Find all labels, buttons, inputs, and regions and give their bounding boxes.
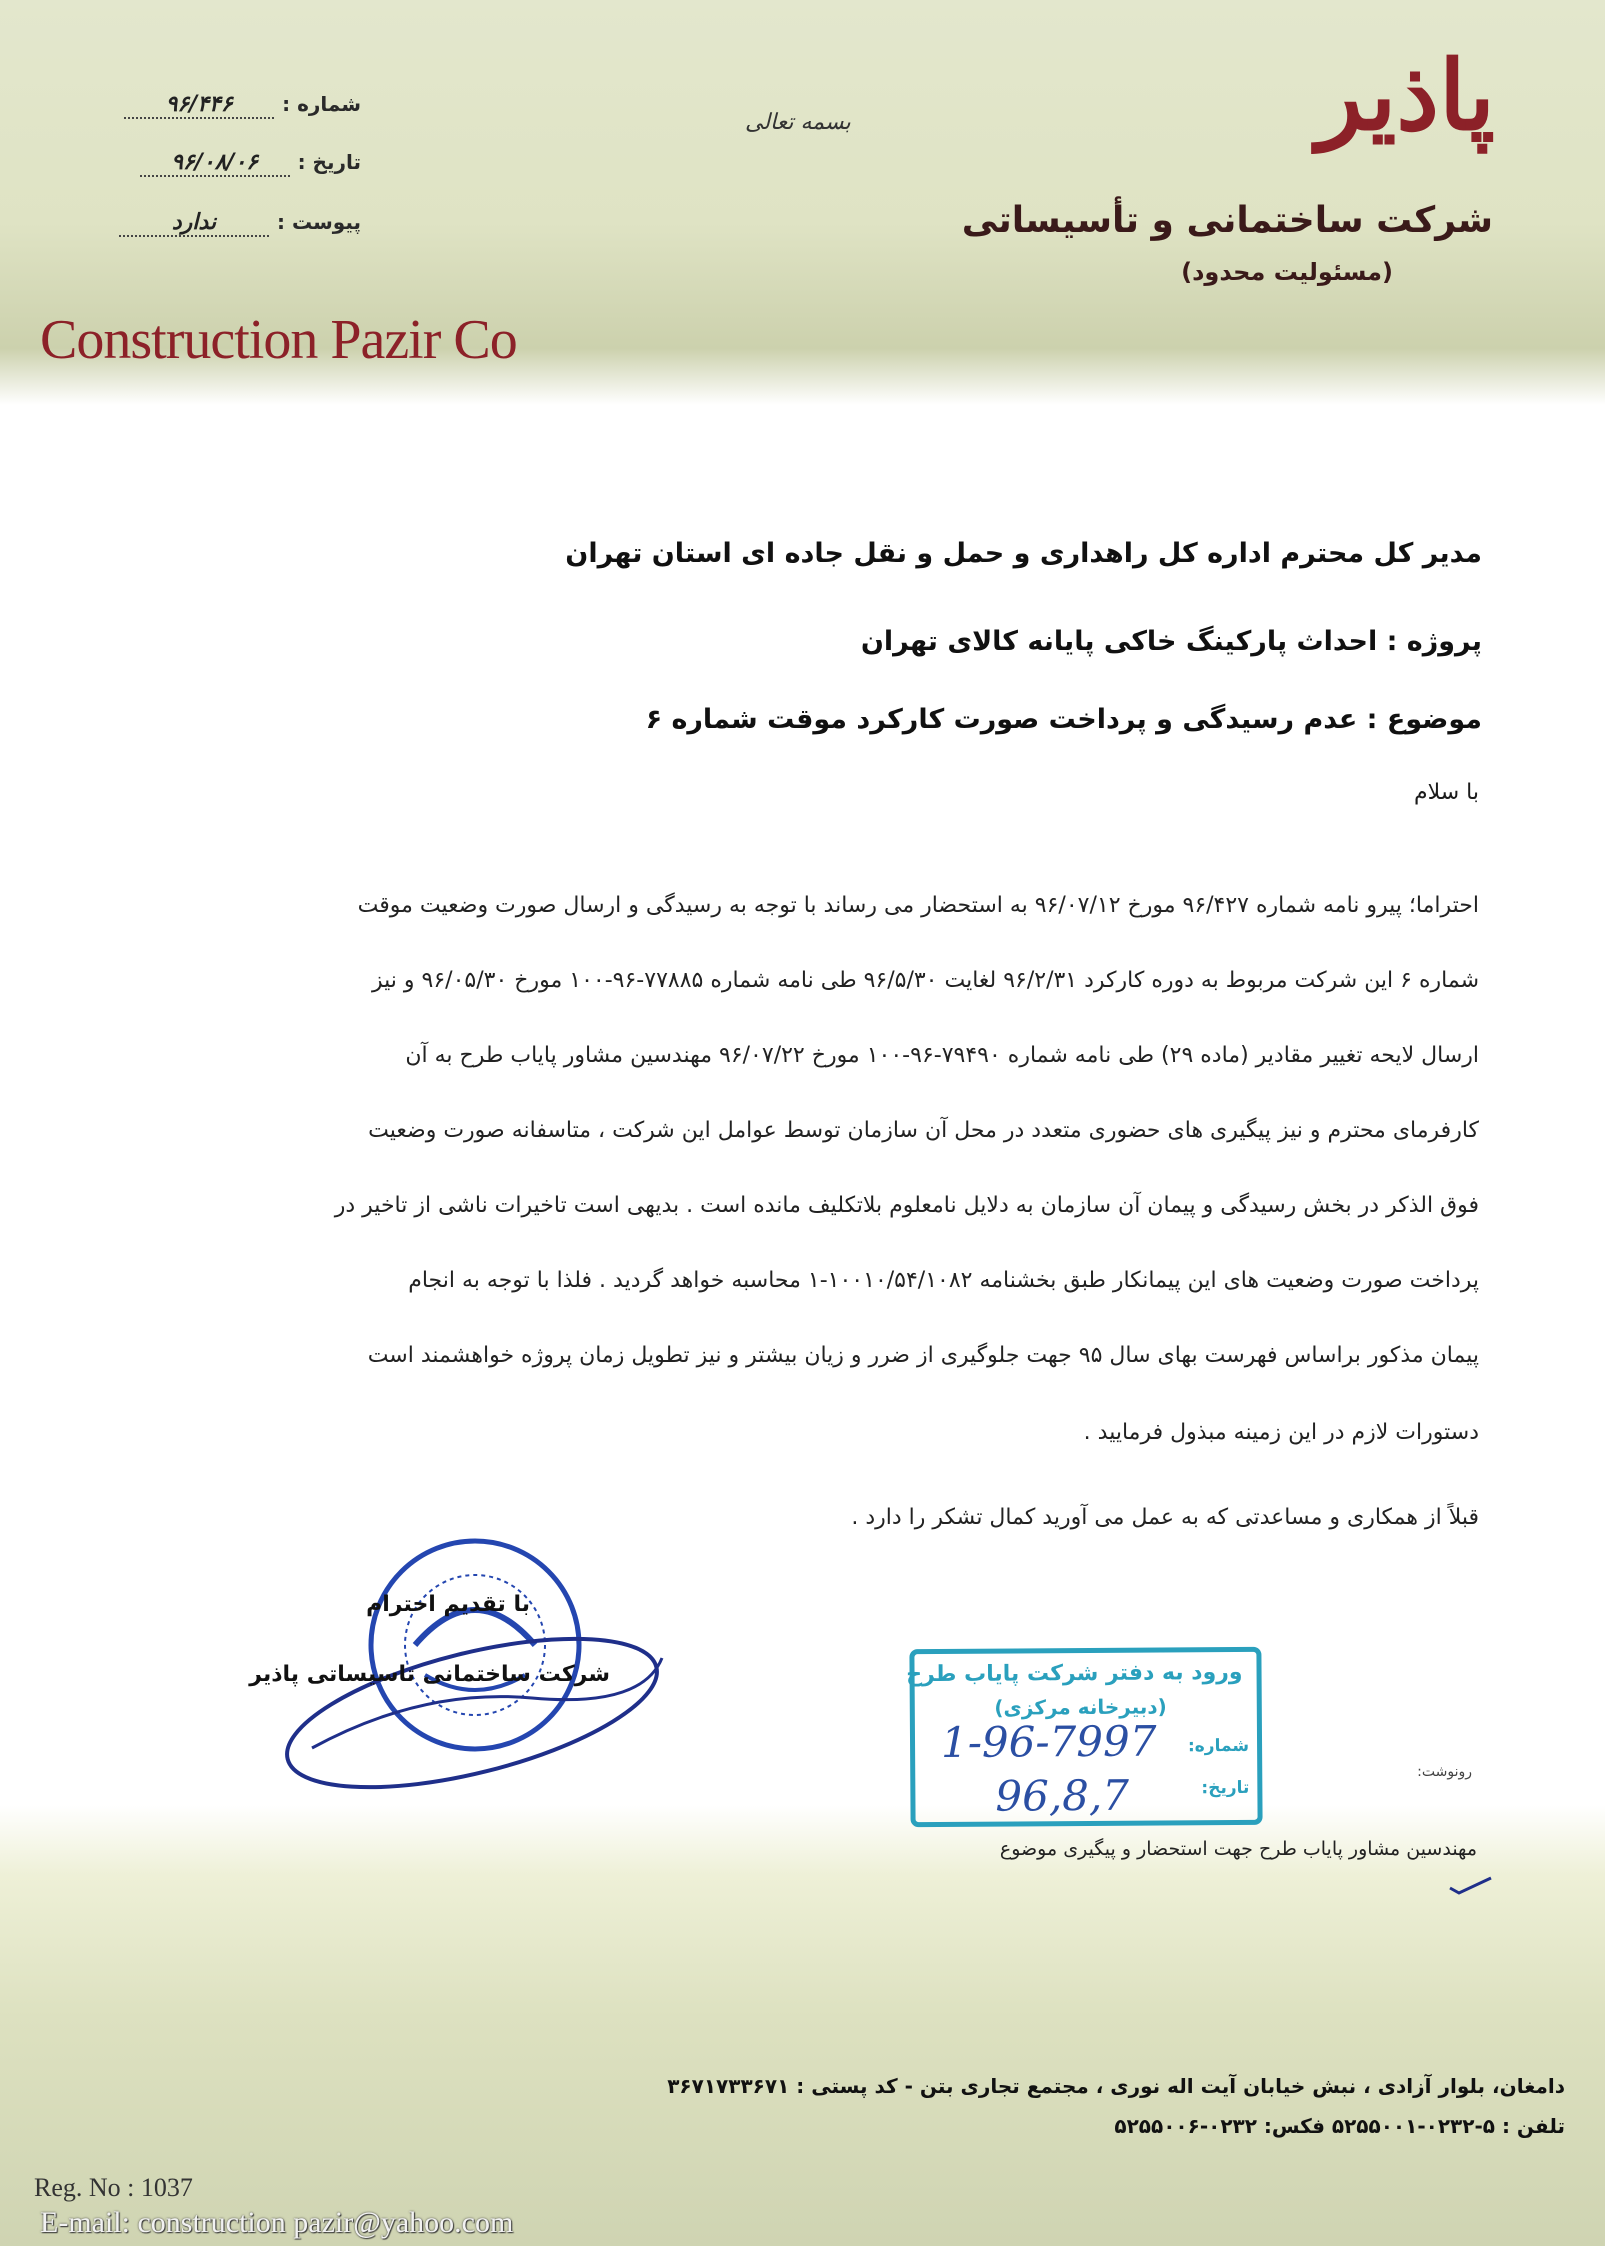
- letter-date-label: تاریخ :: [297, 150, 361, 174]
- greeting: با سلام: [1413, 780, 1479, 805]
- body-line: دستورات لازم در این زمینه مبذول فرمایید .: [1083, 1420, 1479, 1445]
- brand-logo-persian: پاذیر: [1316, 39, 1495, 152]
- body-line: پیمان مذکور براساس فهرست بهای سال ۹۵ جهت جلوگیری از ضرر و زیان بیشتر و نیز تطویل زمان پروژه خواهشمند است: [367, 1343, 1479, 1368]
- letter-date: [71, 150, 361, 177]
- signature-greeting: با تقدیم احترام: [366, 1592, 530, 1617]
- receipt-stamp: [906, 1647, 1262, 1827]
- letter-date-value: ۹۶/۰۸/۰۶: [140, 150, 290, 177]
- footer-email: E-mail: construction pazir@yahoo.com: [40, 2206, 514, 2239]
- brand-logo-english: Construction Pazir Co: [40, 309, 517, 371]
- cc-label: رونوشت:: [1417, 1764, 1472, 1780]
- body-line: کارفرمای محترم و نیز پیگیری های حضوری متعدد در محل آن سازمان توسط عوامل این شرکت ، متاسفانه صورت وضعیت: [368, 1118, 1479, 1143]
- letter-number-value: ۹۶/۴۴۶: [124, 92, 274, 119]
- stamp-subtitle: (دبیرخانه مرکزی): [994, 1694, 1167, 1720]
- letter-number: [71, 92, 361, 119]
- stamp-number-value: 1-96-7997: [940, 1716, 1157, 1768]
- signature-icon: [272, 1628, 672, 1798]
- subject: موضوع : عدم رسیدگی و پرداخت صورت کارکرد موقت شماره ۶: [645, 704, 1482, 735]
- stamp-number-label: شماره:: [1187, 1735, 1250, 1757]
- stamp-title: ورود به دفتر شرکت پایاب طرح: [906, 1659, 1243, 1688]
- body-line: ارسال لایحه تغییر مقادیر (ماده ۲۹) طی نامه شماره ۷۹۴۹۰-۹۶-۱۰۰ مورخ ۹۶/۰۷/۲۲ مهندسین مشاور پایاب طرح به آن: [405, 1043, 1479, 1068]
- bismillah: بسمه تعالی: [745, 110, 851, 135]
- letter-attachment: [71, 210, 361, 237]
- registration-number: Reg. No : 1037: [34, 2173, 193, 2202]
- company-liability: (مسئولیت محدود): [1181, 258, 1393, 286]
- recipient: مدیر کل محترم اداره کل راهداری و حمل و نقل جاده ای استان تهران: [565, 538, 1482, 569]
- body-line: پرداخت صورت وضعیت های این پیمانکار طبق بخشنامه ۱۰۰۱۰/۵۴/۱۰۸۲-۱ محاسبه خواهد گردید . فلذا با توجه به انجام: [408, 1268, 1479, 1293]
- letter-number-label: شماره :: [282, 92, 361, 116]
- project: پروژه : احداث پارکینگ خاکی پایانه کالای تهران: [860, 626, 1482, 657]
- body-line: احتراما؛ پیرو نامه شماره ۹۶/۴۲۷ مورخ ۹۶/۰۷/۱۲ به استحضار می رساند با توجه به رسیدگی و ارسال صورت وضعیت موقت: [357, 893, 1479, 918]
- company-type: شرکت ساختمانی و تأسیساتی: [961, 200, 1493, 241]
- body-line: شماره ۶ این شرکت مربوط به دوره کارکرد ۹۶/۲/۳۱ لغایت ۹۶/۵/۳۰ طی نامه شماره ۷۷۸۸۵-۹۶-۱۰۰ مورخ ۹۶/۰۵/۳۰ و نیز: [372, 968, 1479, 993]
- signature-company: شرکت ساختمانی تاسیساتی پاذیر: [249, 1662, 610, 1687]
- footer-background: [0, 1805, 1605, 2246]
- closing: قبلاً از همکاری و مساعدتی که به عمل می آورید کمال تشکر را دارد .: [851, 1505, 1479, 1530]
- body-line: فوق الذکر در بخش رسیدگی و پیمان آن سازمان به دلایل نامعلوم بلاتکلیف مانده است . بدیهی است تاخیرات ناشی از تاخیر در: [334, 1193, 1479, 1218]
- stamp-date-label: تاریخ:: [1201, 1777, 1250, 1799]
- letter-attachment-label: پیوست :: [276, 210, 361, 234]
- stamp-date-value: 96,8,7: [995, 1770, 1130, 1821]
- cc-recipient: مهندسین مشاور پایاب طرح جهت استحضار و پیگیری موضوع: [999, 1838, 1477, 1860]
- footer-address: دامغان، بلوار آزادی ، نبش خیابان آیت اله نوری ، مجتمع تجاری بتن - کد پستی : ۳۶۷۱۷۳۳۶۷۱: [667, 2074, 1565, 2098]
- checkmark-icon: [1447, 1874, 1493, 1896]
- letter-attachment-value: ندارد: [119, 210, 269, 237]
- footer-phone: تلفن : ۵-۰۲۳۲-۵۲۵۵۰۰۱ فکس: ۰۲۳۲-۵۲۵۵۰۰۶: [1114, 2114, 1565, 2138]
